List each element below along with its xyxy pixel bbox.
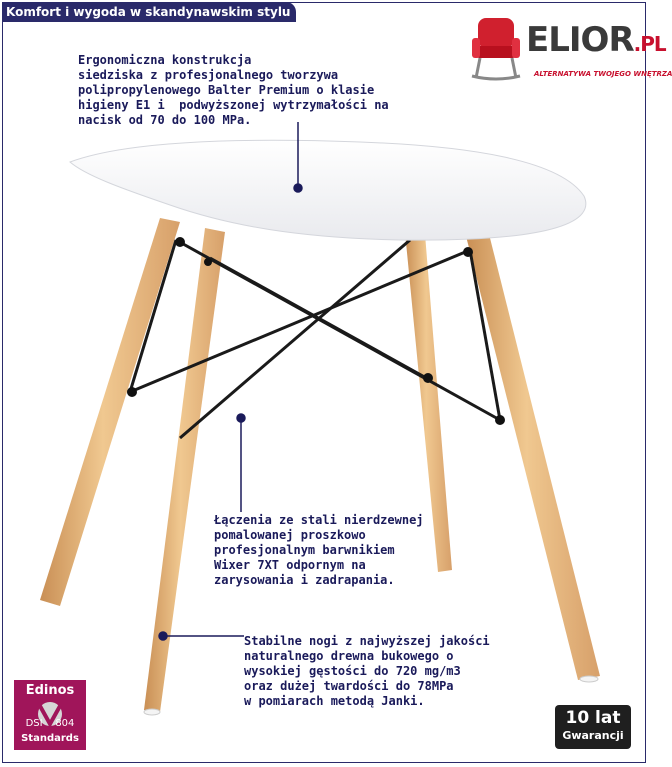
edinos-badge [14,680,86,750]
brand-tagline: ALTERNATYWA TWOJEGO WNĘTRZA [534,70,672,78]
warranty-label: Gwarancji [562,729,624,742]
edinos-name: Edinos [25,683,75,698]
warranty-years: 10 lat [565,708,621,728]
brand-name: ELIOR.PL [526,20,666,60]
front-right-leg [466,236,600,680]
front-left-leg [40,218,180,606]
edinos-code: DSI 804 [25,718,75,729]
seat [70,140,586,240]
seat-description: Ergonomiczna konstrukcja siedziska z profesjonalnego tworzywa polipropylenowego Balter Premium o klasie higieny E1 i podwyższonej wytrzymałości na nacisk od 70 do 100 MPa. [78,53,389,127]
page-title: Komfort i wygoda w skandynawskim stylu [2,2,296,22]
legs-description: Stabilne nogi z najwyższej jakości naturalnego drewna bukowego o wysokiej gęstości do 720 mg/m3 oraz dużej twardości do 78MPa w pomiarach metodą Janki. [244,634,490,708]
warranty-badge [555,705,631,749]
frame-description: Łączenia ze stali nierdzewnej pomalowanej proszkowo profesjonalnym barwnikiem Wixer 7XT odpornym na zarysowania i zadrapania. [214,513,424,587]
edinos-standards: Standards [21,733,79,744]
